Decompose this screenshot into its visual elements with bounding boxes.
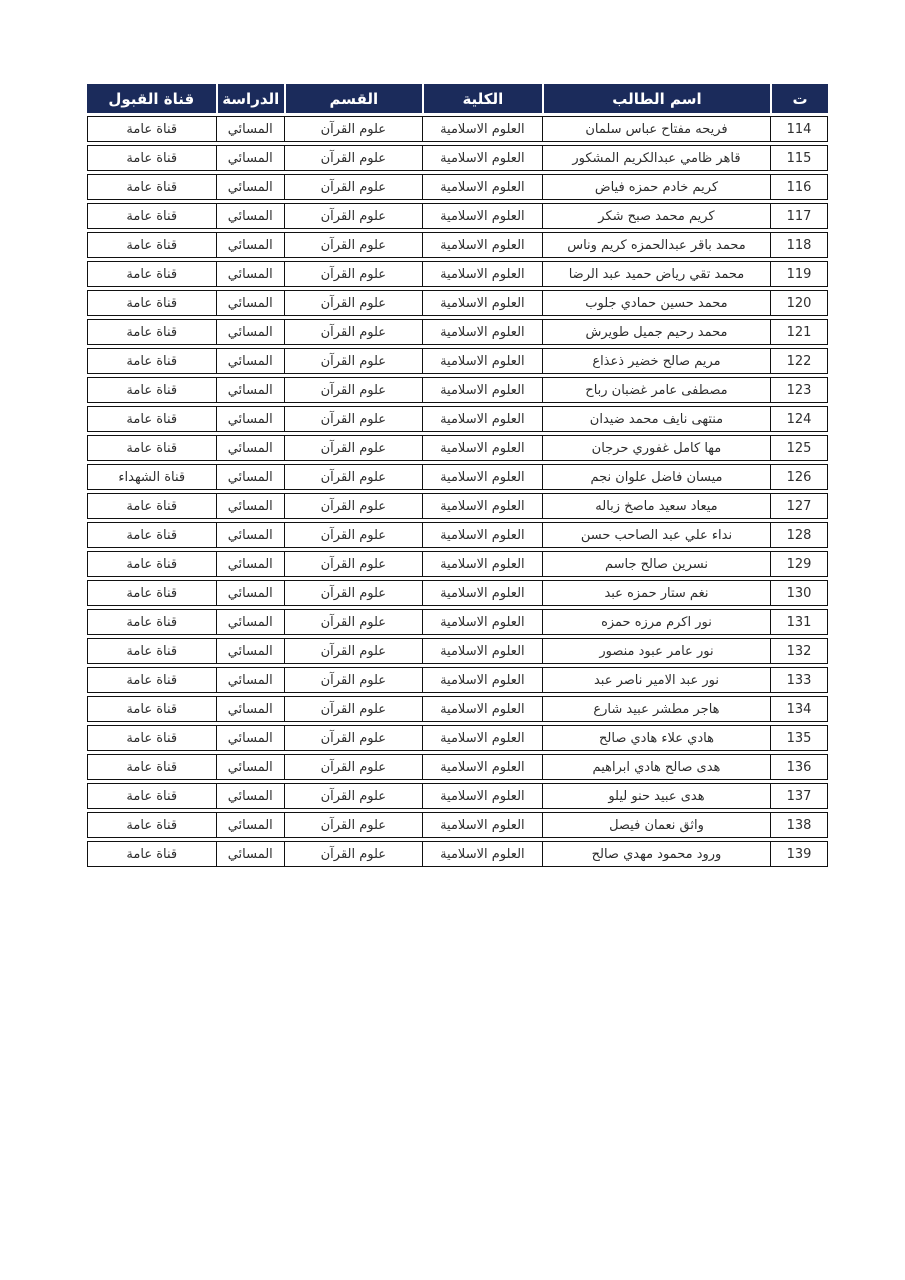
cell-college: العلوم الاسلامية [422,725,542,751]
cell-college: العلوم الاسلامية [422,377,542,403]
cell-no: 123 [770,377,828,403]
cell-college: العلوم الاسلامية [422,754,542,780]
table-header [87,84,828,113]
cell-channel: قناة عامة [87,203,216,229]
cell-college: العلوم الاسلامية [422,580,542,606]
cell-department: علوم القرآن [284,232,422,258]
cell-channel: قناة عامة [87,348,216,374]
cell-name: مريم صالح خضير ذعذاع [542,348,770,374]
cell-college: العلوم الاسلامية [422,203,542,229]
table-row [87,145,828,171]
column-header-channel: قناة القبول [87,84,216,113]
cell-study: المسائي [216,203,284,229]
cell-college: العلوم الاسلامية [422,638,542,664]
cell-name: فريحه مفتاح عباس سلمان [542,116,770,142]
table-row [87,580,828,606]
table-row [87,406,828,432]
cell-no: 139 [770,841,828,867]
cell-no: 117 [770,203,828,229]
cell-study: المسائي [216,290,284,316]
cell-name: ورود محمود مهدي صالح [542,841,770,867]
cell-channel: قناة عامة [87,783,216,809]
cell-department: علوم القرآن [284,696,422,722]
table-row [87,754,828,780]
cell-department: علوم القرآن [284,261,422,287]
cell-name: منتهى نايف محمد ضيدان [542,406,770,432]
table-row [87,261,828,287]
cell-study: المسائي [216,377,284,403]
cell-study: المسائي [216,754,284,780]
cell-channel: قناة عامة [87,725,216,751]
cell-department: علوم القرآن [284,348,422,374]
cell-no: 125 [770,435,828,461]
cell-name: نداء علي عبد الصاحب حسن [542,522,770,548]
cell-channel: قناة عامة [87,116,216,142]
cell-department: علوم القرآن [284,812,422,838]
cell-name: هادي علاء هادي صالح [542,725,770,751]
cell-name: محمد رحيم جميل طويرش [542,319,770,345]
cell-department: علوم القرآن [284,841,422,867]
cell-college: العلوم الاسلامية [422,406,542,432]
table-row [87,319,828,345]
table-row [87,841,828,867]
table-row [87,290,828,316]
table-row [87,609,828,635]
cell-no: 127 [770,493,828,519]
cell-no: 134 [770,696,828,722]
cell-channel: قناة عامة [87,319,216,345]
cell-channel: قناة عامة [87,609,216,635]
column-header-no: ت [770,84,828,113]
table-row [87,377,828,403]
cell-study: المسائي [216,435,284,461]
cell-department: علوم القرآن [284,203,422,229]
cell-no: 114 [770,116,828,142]
table-row [87,174,828,200]
cell-department: علوم القرآن [284,783,422,809]
cell-college: العلوم الاسلامية [422,609,542,635]
cell-department: علوم القرآن [284,174,422,200]
cell-department: علوم القرآن [284,609,422,635]
cell-department: علوم القرآن [284,145,422,171]
cell-college: العلوم الاسلامية [422,493,542,519]
cell-no: 124 [770,406,828,432]
cell-department: علوم القرآن [284,551,422,577]
cell-study: المسائي [216,348,284,374]
cell-name: ميعاد سعيد ماصخ زباله [542,493,770,519]
cell-name: قاهر ظامي عبدالكريم المشكور [542,145,770,171]
cell-name: نور عامر عبود منصور [542,638,770,664]
column-header-college: الكلية [422,84,542,113]
table-row [87,812,828,838]
cell-no: 122 [770,348,828,374]
table-row [87,783,828,809]
cell-channel: قناة عامة [87,145,216,171]
cell-college: العلوم الاسلامية [422,145,542,171]
cell-channel: قناة عامة [87,522,216,548]
cell-no: 133 [770,667,828,693]
cell-channel: قناة عامة [87,696,216,722]
cell-college: العلوم الاسلامية [422,174,542,200]
cell-no: 131 [770,609,828,635]
cell-channel: قناة الشهداء [87,464,216,490]
column-header-study: الدراسة [216,84,284,113]
cell-name: كريم خادم حمزه فياض [542,174,770,200]
cell-no: 119 [770,261,828,287]
table-row [87,551,828,577]
cell-college: العلوم الاسلامية [422,464,542,490]
table-row [87,203,828,229]
table-row [87,522,828,548]
cell-study: المسائي [216,261,284,287]
cell-name: مها كامل غفوري حرجان [542,435,770,461]
cell-channel: قناة عامة [87,812,216,838]
cell-no: 130 [770,580,828,606]
cell-college: العلوم الاسلامية [422,435,542,461]
cell-no: 118 [770,232,828,258]
table-body [87,116,828,867]
cell-study: المسائي [216,725,284,751]
cell-department: علوم القرآن [284,580,422,606]
cell-name: محمد باقر عبدالحمزه كريم وناس [542,232,770,258]
cell-name: هدى صالح هادي ابراهيم [542,754,770,780]
cell-name: محمد تقي رياض حميد عبد الرضا [542,261,770,287]
cell-name: نور عبد الامير ناصر عبد [542,667,770,693]
cell-no: 137 [770,783,828,809]
cell-department: علوم القرآن [284,638,422,664]
cell-department: علوم القرآن [284,377,422,403]
cell-name: هدى عبيد حنو ليلو [542,783,770,809]
cell-channel: قناة عامة [87,638,216,664]
table-row [87,116,828,142]
cell-channel: قناة عامة [87,261,216,287]
cell-college: العلوم الاسلامية [422,232,542,258]
cell-channel: قناة عامة [87,406,216,432]
cell-study: المسائي [216,580,284,606]
cell-department: علوم القرآن [284,435,422,461]
cell-study: المسائي [216,493,284,519]
cell-department: علوم القرآن [284,406,422,432]
cell-department: علوم القرآن [284,464,422,490]
cell-study: المسائي [216,841,284,867]
students-admission-table [87,81,828,870]
cell-study: المسائي [216,464,284,490]
cell-name: ميسان فاضل علوان نجم [542,464,770,490]
cell-department: علوم القرآن [284,667,422,693]
cell-channel: قناة عامة [87,754,216,780]
cell-study: المسائي [216,145,284,171]
cell-channel: قناة عامة [87,493,216,519]
cell-study: المسائي [216,116,284,142]
cell-name: مصطفى عامر غضبان رباح [542,377,770,403]
cell-college: العلوم الاسلامية [422,667,542,693]
cell-study: المسائي [216,783,284,809]
cell-name: نسرين صالح جاسم [542,551,770,577]
cell-department: علوم القرآن [284,116,422,142]
cell-study: المسائي [216,812,284,838]
cell-department: علوم القرآن [284,725,422,751]
cell-department: علوم القرآن [284,522,422,548]
table-row [87,348,828,374]
column-header-name: اسم الطالب [542,84,770,113]
table-row [87,638,828,664]
cell-department: علوم القرآن [284,290,422,316]
cell-no: 129 [770,551,828,577]
cell-study: المسائي [216,319,284,345]
cell-no: 128 [770,522,828,548]
cell-study: المسائي [216,667,284,693]
cell-channel: قناة عامة [87,551,216,577]
cell-name: محمد حسين حمادي جلوب [542,290,770,316]
cell-college: العلوم الاسلامية [422,348,542,374]
cell-no: 121 [770,319,828,345]
cell-college: العلوم الاسلامية [422,261,542,287]
cell-department: علوم القرآن [284,493,422,519]
cell-no: 132 [770,638,828,664]
cell-department: علوم القرآن [284,319,422,345]
cell-study: المسائي [216,696,284,722]
cell-no: 136 [770,754,828,780]
cell-study: المسائي [216,551,284,577]
cell-name: واثق نعمان فيصل [542,812,770,838]
cell-no: 116 [770,174,828,200]
table-row [87,464,828,490]
cell-channel: قناة عامة [87,841,216,867]
table-row [87,232,828,258]
cell-college: العلوم الاسلامية [422,696,542,722]
cell-study: المسائي [216,232,284,258]
table-row [87,493,828,519]
cell-no: 120 [770,290,828,316]
cell-study: المسائي [216,174,284,200]
cell-name: نور اكرم مرزه حمزه [542,609,770,635]
cell-study: المسائي [216,609,284,635]
cell-study: المسائي [216,522,284,548]
cell-no: 126 [770,464,828,490]
cell-study: المسائي [216,638,284,664]
cell-name: نغم ستار حمزه عبد [542,580,770,606]
cell-channel: قناة عامة [87,290,216,316]
cell-department: علوم القرآن [284,754,422,780]
table-header-row [87,84,828,113]
table-row [87,725,828,751]
cell-college: العلوم الاسلامية [422,319,542,345]
column-header-department: القسم [284,84,422,113]
cell-channel: قناة عامة [87,377,216,403]
cell-channel: قناة عامة [87,232,216,258]
cell-college: العلوم الاسلامية [422,290,542,316]
cell-name: كريم محمد صبح شكر [542,203,770,229]
cell-no: 135 [770,725,828,751]
cell-college: العلوم الاسلامية [422,812,542,838]
cell-college: العلوم الاسلامية [422,783,542,809]
table-row [87,696,828,722]
cell-channel: قناة عامة [87,174,216,200]
cell-college: العلوم الاسلامية [422,841,542,867]
cell-channel: قناة عامة [87,667,216,693]
table-row [87,435,828,461]
cell-study: المسائي [216,406,284,432]
cell-no: 138 [770,812,828,838]
cell-no: 115 [770,145,828,171]
cell-college: العلوم الاسلامية [422,522,542,548]
cell-channel: قناة عامة [87,435,216,461]
cell-college: العلوم الاسلامية [422,551,542,577]
cell-college: العلوم الاسلامية [422,116,542,142]
cell-channel: قناة عامة [87,580,216,606]
table-row [87,667,828,693]
cell-name: هاجر مطشر عبيد شارع [542,696,770,722]
